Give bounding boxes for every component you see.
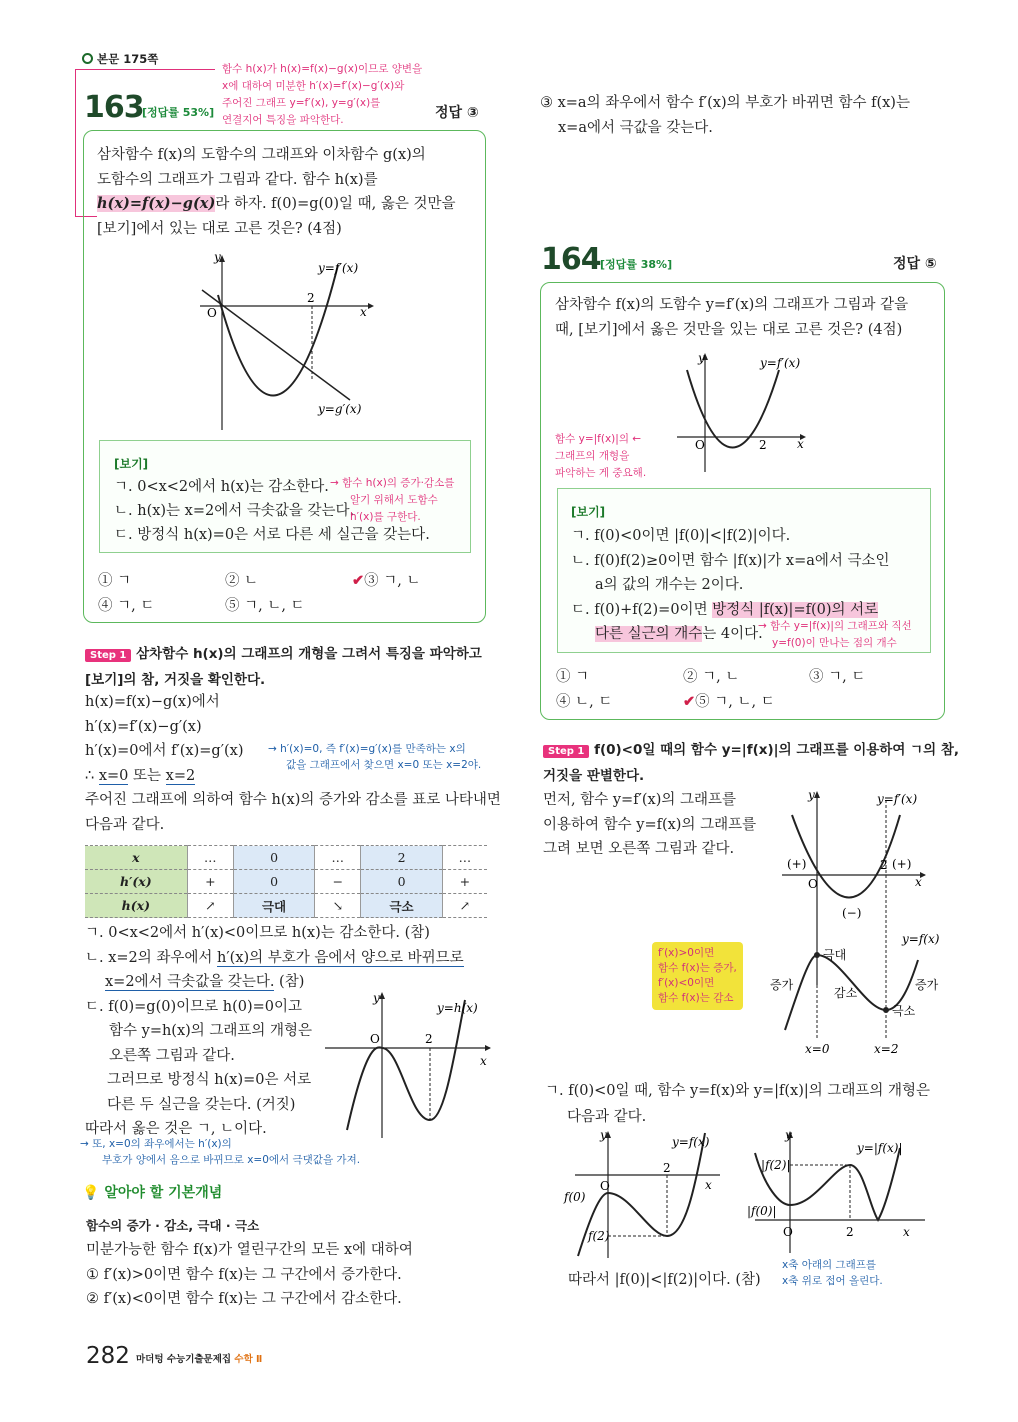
source-reference	[82, 51, 158, 67]
choice-5-selected[interactable]: ✔⑤ ㄱ, ㄴ, ㄷ	[683, 693, 775, 710]
svg-text:x: x	[705, 1178, 712, 1192]
svg-text:y: y	[373, 991, 380, 1005]
explanation-annotation: → 또, x=0의 좌우에서는 h′(x)의 부호가 양에서 음으로 바뀌므로 x=0에서 극댓값을 가져.	[80, 1138, 361, 1166]
svg-text:O: O	[370, 1032, 380, 1046]
svg-text:감소: 감소	[834, 986, 858, 1000]
svg-text:x: x	[797, 437, 804, 451]
x-label: x	[360, 305, 367, 319]
f-small-graph	[560, 1128, 720, 1263]
svg-text:y=f′(x): y=f′(x)	[877, 792, 918, 806]
concept-subtitle: 함수의 증가 · 감소, 극대 · 극소	[86, 1218, 260, 1233]
check-mark-icon: ✔	[683, 693, 696, 710]
step1-title: Step 1 삼차함수 h(x)의 그래프의 개형을 그려서 특징을 파악하고 [보기]의 참, 거짓을 확인한다.	[85, 646, 482, 688]
gprime-label: y=g′(x)	[318, 402, 362, 416]
h-curve	[347, 1000, 465, 1130]
choice-5[interactable]: ⑤ ㄱ, ㄴ, ㄷ	[225, 598, 305, 614]
lightbulb-icon: 💡	[82, 1185, 100, 1201]
svg-text:y=|f(x)|: y=|f(x)|	[857, 1141, 903, 1155]
choice-1[interactable]: ① ㄱ	[98, 573, 132, 589]
problem-163-graph	[190, 250, 380, 435]
annotation-line	[75, 69, 76, 216]
source-reference-text: 본문 175쪽	[97, 52, 159, 66]
page-number: 282	[86, 1343, 130, 1369]
step-badge: Step 1	[543, 745, 589, 758]
svg-text:O: O	[695, 438, 705, 452]
svg-text:극대: 극대	[823, 948, 847, 962]
problem-163-question: 삼차함수 f(x)의 도함수의 그래프와 이차함수 g(x)의 도함수의 그래프가 그림과 같다. 함수 h(x)를 h(x)=f(x)−g(x)라 하자. f(0)=g(0)일 때, 옳은 것만을 [보기]에서 있는 대로 고른 것은? (4점)	[97, 147, 456, 237]
problem-number: 164	[541, 242, 601, 277]
svg-text:y: y	[600, 1128, 607, 1142]
fold-annotation: x축 아래의 그래프를 x축 위로 접어 올린다.	[782, 1259, 883, 1287]
svg-text:2: 2	[880, 858, 888, 872]
svg-text:f(0): f(0)	[564, 1190, 586, 1204]
svg-text:x: x	[480, 1054, 487, 1068]
circle-icon	[82, 53, 93, 64]
svg-text:x: x	[903, 1225, 910, 1239]
svg-text:y=f(x): y=f(x)	[902, 932, 940, 946]
svg-text:(−): (−)	[842, 906, 862, 920]
origin-label: O	[207, 306, 217, 320]
concept-title: 💡 알아야 할 기본개념	[82, 1185, 223, 1201]
problem-number: 163	[84, 90, 144, 125]
choice-3[interactable]: ③ ㄱ, ㄷ	[809, 669, 866, 685]
svg-text:2: 2	[663, 1161, 671, 1175]
explanation-lines: ㄱ. 0<x<2에서 h′(x)<0이므로 h(x)는 감소한다. (참) ㄴ. x=2의 좌우에서 h′(x)의 부호가 음에서 양으로 바뀌므로 x=2에서 극솟값을 갖는다. (참) ㄷ. f(0)=g(0)이므로 h(0)=0이고 함수 y=h(x)의 그래프의 개형은 오른쪽 그림과 같다. 그러므로 방정식 h(x)=0은 서로 다른 두 실근을 갖는다. (거짓) 따라서 옳은 것은 ㄱ, ㄴ이다.	[85, 925, 464, 1137]
bogi-items: ㄱ. 0<x<2에서 h(x)는 감소한다. ㄴ. h(x)는 x=2에서 극솟값을 갖는다. ㄷ. 방정식 h(x)=0은 서로 다른 세 실근을 갖는다.	[114, 479, 430, 543]
fprime-f-graph	[760, 785, 950, 1060]
svg-text:2: 2	[425, 1032, 433, 1046]
f-prime-curve	[218, 265, 338, 395]
choice-4[interactable]: ④ ㄱ, ㄷ	[98, 598, 155, 614]
svg-text:극소: 극소	[892, 1004, 916, 1018]
pink-annotation: 함수 h(x)가 h(x)=f(x)−g(x)이므로 양변을 x에 대하여 미분한 h′(x)=f′(x)−g′(x)와 주어진 그래프 y=f′(x), y=g′(x)를 연결지어 특징을 파악한다.	[222, 63, 423, 126]
pink-annotation: 함수 y=|f(x)|의 ← 그래프의 개형을 파악하는 게 중요해.	[555, 433, 647, 479]
choice-3-selected[interactable]: ✔③ ㄱ, ㄴ	[352, 572, 421, 589]
bogi-annotation: → 함수 h(x)의 증가·감소를 알기 위해서 도함수 h′(x)를 구한다.	[330, 477, 455, 523]
bogi-annotation: → 함수 y=|f(x)|의 그래프와 직선 y=f(0)이 만나는 점의 개수	[758, 620, 912, 649]
correct-rate: [정답률 38%]	[600, 258, 673, 271]
bogi-items: ㄱ. f(0)<0이면 |f(0)|<|f(2)|이다. ㄴ. f(0)f(2)≥0이면 함수 |f(x)|가 x=a에서 극소인 a의 값의 개수는 2이다. ㄷ. f(0)+f(2)=0이면 방정식 |f(x)|=f(0)의 서로 다른 실근의 개수는 4이다.	[571, 528, 890, 642]
svg-text:(+): (+)	[892, 857, 912, 871]
choice-1[interactable]: ① ㄱ	[556, 669, 590, 685]
fprime-label: y=f′(x)	[318, 261, 359, 275]
conclusion-text: 따라서 |f(0)|<|f(2)|이다. (참)	[568, 1272, 761, 1288]
svg-text:2: 2	[759, 438, 767, 452]
h-graph	[325, 990, 495, 1140]
svg-text:O: O	[808, 877, 818, 891]
svg-text:x=2: x=2	[874, 1042, 899, 1056]
step1-title: Step 1 f(0)<0일 때의 함수 y=|f(x)|의 그래프를 이용하여 ㄱ의 참, 거짓을 판별한다.	[543, 742, 960, 784]
x-axis-arrow	[368, 303, 374, 309]
table-row: h′(x) + 0 − 0 +	[85, 870, 487, 894]
svg-text:x=0: x=0	[805, 1042, 830, 1056]
svg-text:|f(2)|: |f(2)|	[761, 1158, 791, 1172]
svg-text:x: x	[915, 875, 922, 889]
svg-text:y: y	[808, 788, 815, 802]
svg-text:f(2): f(2)	[588, 1229, 610, 1243]
y-label: y	[214, 250, 221, 264]
answer-label: 정답 ③	[435, 105, 479, 121]
concept-continued: ③ x=a의 좌우에서 함수 f′(x)의 부호가 바뀌면 함수 f(x)는 x=a에서 극값을 갖는다.	[540, 95, 910, 136]
bogi-title: [보기]	[114, 457, 149, 471]
sign-table	[85, 845, 487, 918]
footer-book: 마더텅 수능기출문제집 수학 Ⅱ	[136, 1354, 263, 1365]
step-badge: Step 1	[85, 649, 131, 662]
svg-text:증가: 증가	[770, 978, 794, 992]
check-mark-icon: ✔	[352, 572, 365, 589]
annotation-line	[75, 69, 215, 70]
fprime-parabola	[687, 370, 779, 448]
svg-text:y=f(x): y=f(x)	[672, 1135, 710, 1149]
svg-text:O: O	[783, 1225, 793, 1239]
yellow-callout: f′(x)>0이면 함수 f(x)는 증가, f′(x)<0이면 함수 f(x)는 감소	[652, 942, 743, 1010]
tick-2: 2	[307, 291, 315, 305]
problem-164-graph	[672, 350, 812, 475]
choice-2[interactable]: ② ㄱ, ㄴ	[683, 669, 740, 685]
choice-2[interactable]: ② ㄴ	[225, 573, 259, 589]
solution-lines: 먼저, 함수 y=f′(x)의 그래프를 이용하여 함수 y=f(x)의 그래프를 그려 보면 오른쪽 그림과 같다.	[543, 792, 757, 857]
explanation-lines: ㄱ. f(0)<0일 때, 함수 y=f(x)와 y=|f(x)|의 그래프의 개형은 다음과 같다.	[545, 1083, 931, 1125]
svg-text:y=f′(x): y=f′(x)	[760, 356, 801, 370]
answer-label: 정답 ⑤	[893, 256, 937, 272]
svg-text:y=h(x): y=h(x)	[437, 1001, 478, 1015]
abs-f-small-graph	[745, 1128, 935, 1258]
correct-rate: [정답률 53%]	[142, 106, 215, 119]
choice-4[interactable]: ④ ㄴ, ㄷ	[556, 694, 613, 710]
table-row: h(x) ↗ 극대 ↘ 극소 ↗	[85, 894, 487, 918]
svg-text:(+): (+)	[787, 857, 807, 871]
svg-text:2: 2	[846, 1225, 854, 1239]
solution-annotation: → h′(x)=0, 즉 f′(x)=g′(x)를 만족하는 x의 값을 그래프에서 찾으면 x=0 또는 x=2야.	[268, 743, 482, 771]
problem-164-question: 삼차함수 f(x)의 도함수 y=f′(x)의 그래프가 그림과 같을 때, [보기]에서 옳은 것만을 있는 대로 고른 것은? (4점)	[555, 297, 909, 338]
svg-text:증가: 증가	[915, 978, 939, 992]
svg-text:|f(0)|: |f(0)|	[747, 1204, 777, 1218]
table-row: x … 0 … 2 …	[85, 846, 487, 870]
highlighted-formula: h(x)=f(x)−g(x)	[97, 195, 216, 212]
svg-text:y: y	[698, 351, 705, 365]
bogi-title: [보기]	[571, 505, 606, 519]
concept-lines: 미분가능한 함수 f(x)가 열린구간의 모든 x에 대하여 ① f′(x)>0이면 함수 f(x)는 그 구간에서 증가한다. ② f′(x)<0이면 함수 f(x)는 그 구간에서 감소한다.	[86, 1242, 413, 1307]
svg-text:O: O	[600, 1179, 610, 1193]
svg-text:y: y	[785, 1128, 792, 1142]
solution-lines: h(x)=f(x)−g(x)에서 h′(x)=f′(x)−g′(x) h′(x)=0에서 f′(x)=g′(x) ∴ x=0 또는 x=2 주어진 그래프에 의하여 함수 h(x)의 증가와 감소를 표로 나타내면 다음과 같다.	[85, 694, 501, 833]
